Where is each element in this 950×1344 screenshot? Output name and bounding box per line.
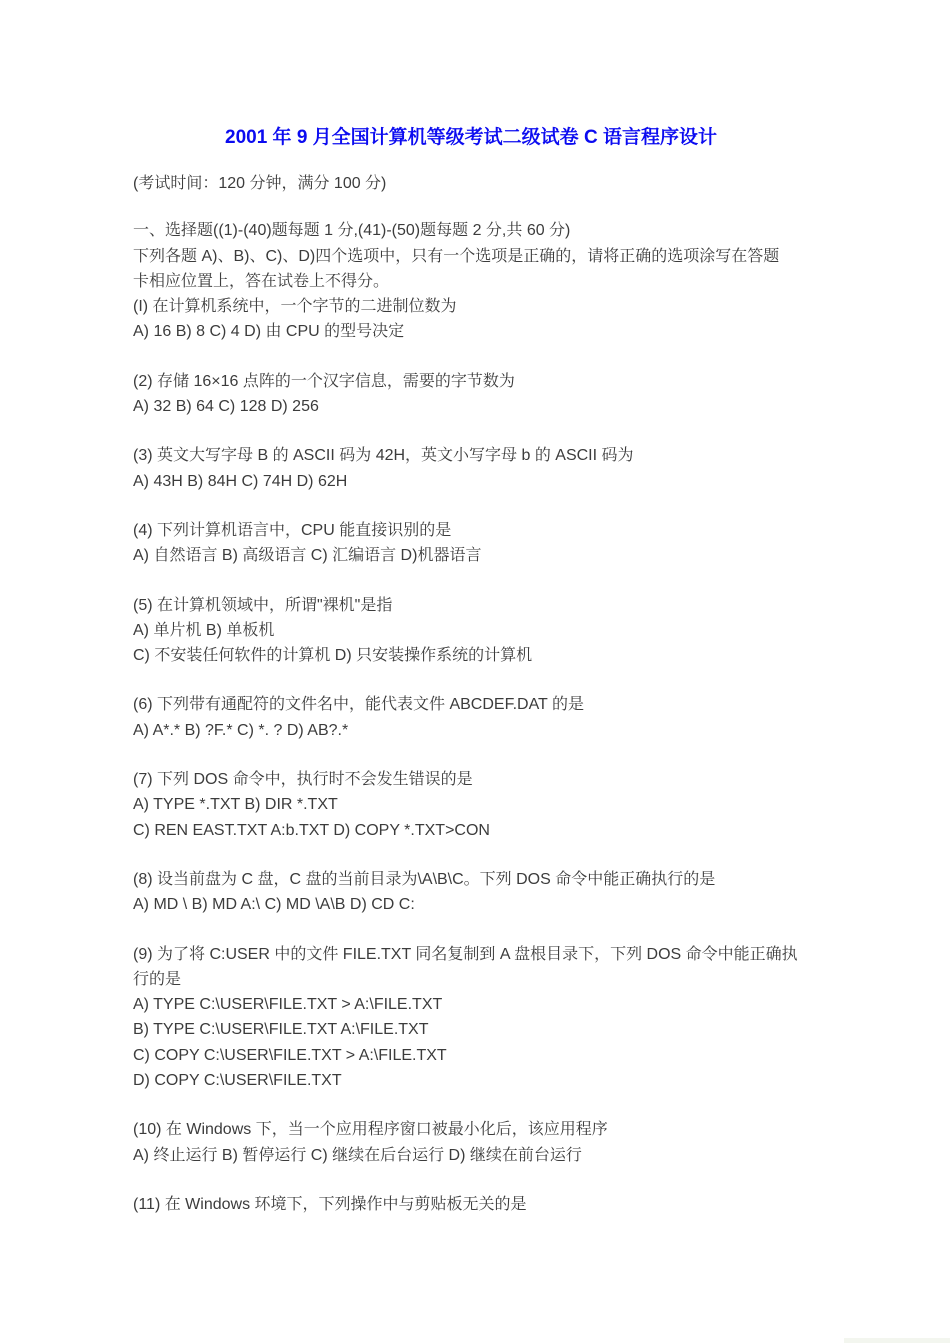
text-line: (2) 存储 16×16 点阵的一个汉字信息，需要的字节数为 <box>133 372 515 390</box>
text-line: (6) 下列带有通配符的文件名中，能代表文件 ABCDEF.DAT 的是 <box>133 696 584 714</box>
text-line: A) TYPE *.TXT B) DIR *.TXT <box>133 796 338 814</box>
text-line: (I) 在计算机系统中，一个字节的二进制位数为 <box>133 298 457 316</box>
text-line: 下列各题 A)、B)、C)、D)四个选项中，只有一个选项是正确的，请将正确的选项涂写在答题 <box>133 247 780 265</box>
text-line: C) COPY C:\USER\FILE.TXT > A:\FILE.TXT <box>133 1046 447 1064</box>
question-block-q6 <box>133 692 817 743</box>
text-line: A) 自然语言 B) 高级语言 C) 汇编语言 D)机器语言 <box>133 547 482 565</box>
question-block-q8 <box>133 867 817 918</box>
text-line: A) 16 B) 8 C) 4 D) 由 CPU 的型号决定 <box>133 323 405 341</box>
text-line: (3) 英文大写字母 B 的 ASCII 码为 42H，英文小写字母 b 的 ASCII 码为 <box>133 447 634 465</box>
text-line: 行的是 <box>133 970 182 988</box>
question-block-q10 <box>133 1117 817 1168</box>
text-line: (5) 在计算机领域中，所谓"裸机"是指 <box>133 596 393 614</box>
text-line: (4) 下列计算机语言中，CPU 能直接识别的是 <box>133 521 452 539</box>
text-line: C) REN EAST.TXT A:b.TXT D) COPY *.TXT>CON <box>133 821 490 839</box>
text-line: A) TYPE C:\USER\FILE.TXT > A:\FILE.TXT <box>133 996 443 1014</box>
text-line: D) COPY C:\USER\FILE.TXT <box>133 1072 342 1090</box>
text-line: 卡相应位置上，答在试卷上不得分。 <box>133 272 390 290</box>
text-line: C) 不安装任何软件的计算机 D) 只安装操作系统的计算机 <box>133 647 533 665</box>
footer-watermark <box>844 1338 950 1343</box>
question-block-q11 <box>133 1192 817 1217</box>
text-line: A) 终止运行 B) 暂停运行 C) 继续在后台运行 D) 继续在前台运行 <box>133 1146 582 1164</box>
question-block-q9 <box>133 942 817 1094</box>
text-line: 一、选择题((1)-(40)题每题 1 分,(41)-(50)题每题 2 分,共 60 分) <box>133 222 571 240</box>
text-line: A) 43H B) 84H C) 74H D) 62H <box>133 472 348 490</box>
text-line: (11) 在 Windows 环境下，下列操作中与剪贴板无关的是 <box>133 1195 527 1213</box>
text-line: (8) 设当前盘为 C 盘，C 盘的当前目录为\A\B\C。下列 DOS 命令中能正确执行的是 <box>133 870 716 888</box>
question-block-section-1-intro-q1 <box>133 218 817 344</box>
text-line: (9) 为了将 C:USER 中的文件 FILE.TXT 同名复制到 A 盘根目录下，下列 DOS 命令中能正确执 <box>133 945 798 963</box>
page-title: 2001 年 9 月全国计算机等级考试二级试卷 C 语言程序设计 <box>225 127 717 148</box>
question-block-q5 <box>133 593 817 669</box>
exam-body <box>133 218 817 1217</box>
text-line: (7) 下列 DOS 命令中，执行时不会发生错误的是 <box>133 771 473 789</box>
text-line: A) 单片机 B) 单板机 <box>133 621 275 639</box>
text-line: A) 32 B) 64 C) 128 D) 256 <box>133 398 319 416</box>
text-line: A) A*.* B) ?F.* C) *. ? D) AB?.* <box>133 721 349 739</box>
text-line: (10) 在 Windows 下，当一个应用程序窗口被最小化后，该应用程序 <box>133 1121 608 1139</box>
question-block-q7 <box>133 767 817 843</box>
question-block-q2 <box>133 369 817 420</box>
question-block-q4 <box>133 518 817 569</box>
exam-time-note: (考试时间：120 分钟，满分 100 分) <box>133 175 387 192</box>
text-line: B) TYPE C:\USER\FILE.TXT A:\FILE.TXT <box>133 1021 429 1039</box>
question-block-q3 <box>133 443 817 494</box>
text-line: A) MD \ B) MD A:\ C) MD \A\B D) CD C: <box>133 896 415 914</box>
